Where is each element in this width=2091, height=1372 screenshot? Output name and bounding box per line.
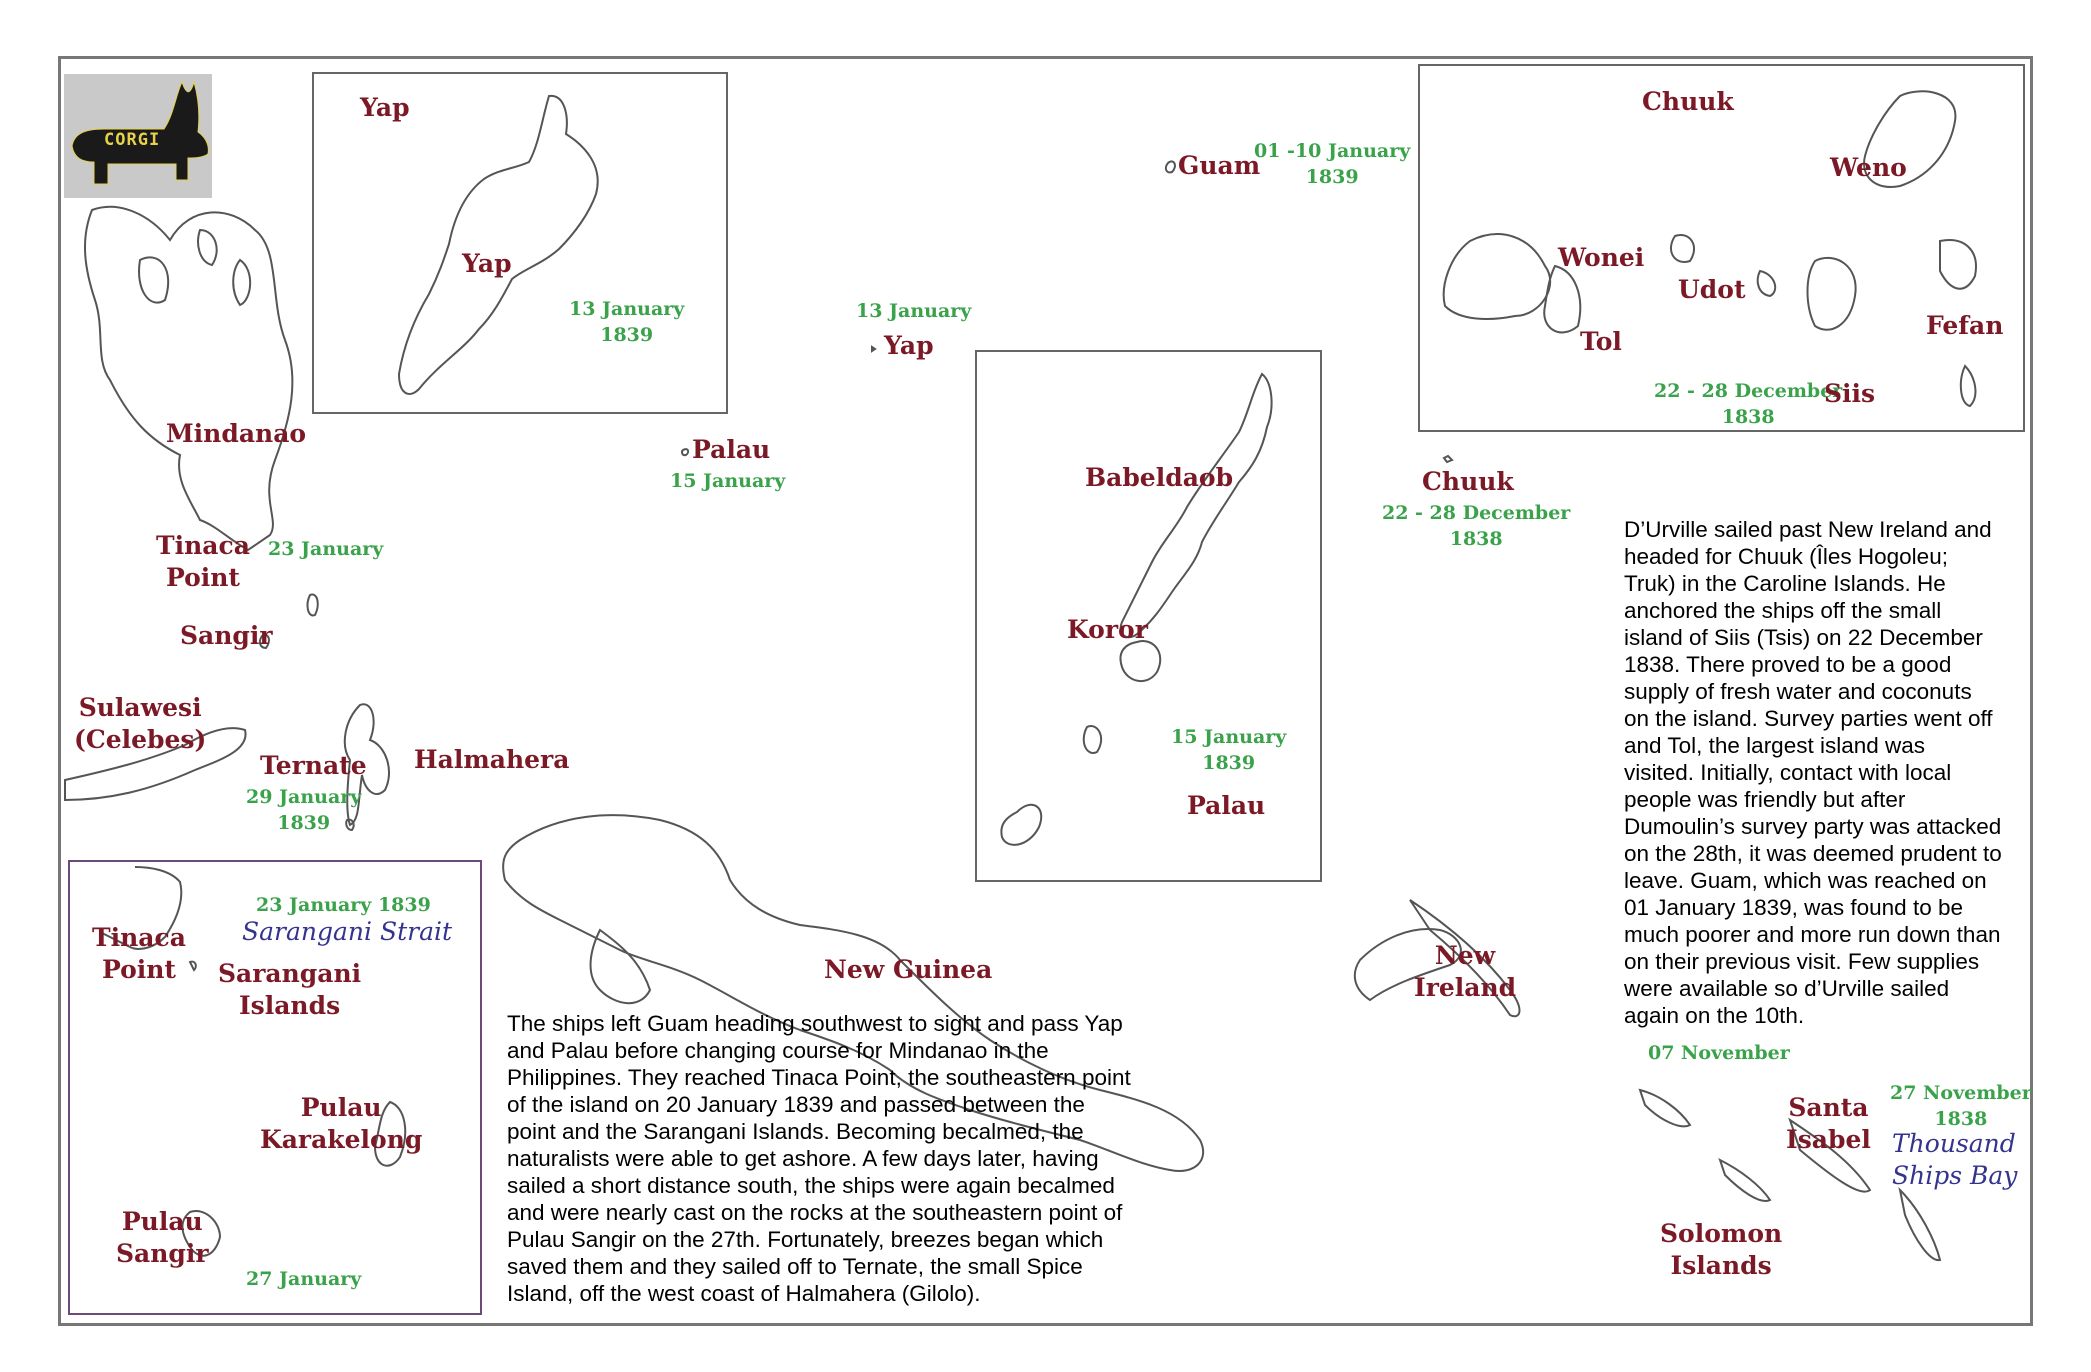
label-sangir: Sangir [180, 621, 273, 650]
chuuk-islets [1444, 456, 1452, 462]
label-mindanao: Mindanao [166, 419, 307, 448]
inset-chuuk-wonei: Wonei [1558, 243, 1645, 272]
inset-palau-babeldaob: Babeldaob [1085, 463, 1234, 492]
inset-pulau-karakelong: Pulau Karakelong [260, 1093, 423, 1154]
inset-yap-island-label: Yap [462, 249, 512, 278]
inset-sarangani-date-sangir: 27 January [246, 1268, 362, 1290]
label-chuuk: Chuuk [1422, 467, 1514, 496]
sangir-islet-2 [308, 595, 318, 616]
inset-chuuk [1418, 64, 2025, 432]
yap-island-shape [314, 74, 730, 416]
inset-sarangani-strait: Sarangani Strait [242, 917, 453, 946]
date-ternate: 29 January 1839 [246, 786, 362, 834]
yap-islet [872, 347, 875, 351]
date-tinaca: 23 January [268, 538, 384, 560]
inset-yap-title: Yap [360, 93, 410, 122]
date-guam: 01 -10 January 1839 [1254, 140, 1411, 188]
inset-sarangani-date: 23 January 1839 [256, 894, 431, 916]
label-halmahera: Halmahera [414, 745, 570, 774]
inset-chuuk-title: Chuuk [1642, 87, 1734, 116]
palau-islands-shape [977, 352, 1324, 884]
label-new-guinea: New Guinea [824, 955, 993, 984]
date-palau: 15 January [670, 470, 786, 492]
mindanao-coast [85, 207, 292, 550]
bird-head-peninsula [591, 930, 650, 1003]
label-guam: Guam [1178, 151, 1261, 180]
inset-sarangani-islands: Sarangani Islands [218, 959, 362, 1020]
label-santa-isabel: Santa Isabel [1786, 1093, 1871, 1154]
inset-palau-date: 15 January 1839 [1171, 726, 1287, 774]
label-thousand-ships-bay: Thousand Ships Bay [1892, 1129, 2018, 1190]
chuuk-narrative: D’Urville sailed past New Ireland and headed for Chuuk (Îles Hogoleu; Truk) in the Caroline Islands. He anchored the ships off the small island of Siis (Tsis) on 22 December 1838. There proved to be a good supply of fresh water and coconuts on the island. Survey parties went off and Tol, the largest island was visited. Initially, contact with local people was friendly but after Dumoulin’s survey party was attacked on the 28th, it was deemed prudent to leave. Guam, which was reached on 01 January 1839, was found to be much poorer and more run down than on their previous visit. Few supplies were available so d’Urville sailed again on the 10th. [1624, 517, 2002, 1028]
corgi-logo [64, 74, 212, 198]
label-yap: Yap [884, 331, 934, 360]
date-yap: 13 January [856, 300, 972, 322]
label-sulawesi: Sulawesi (Celebes) [74, 693, 207, 754]
guam-narrative: The ships left Guam heading southwest to sight and pass Yap and Palau before changing course for Mindanao in the Philippines. They reached Tinaca Point, the southeastern point of the island on 20 January 1839 and passed between the point and the Sarangani Islands. Becoming becalmed, the naturalists were able to get ashore. A few days later, having sailed a short distance south, the ships were again becalmed and were nearly cast on the rocks at the southeastern point of Pulau Sangir on the 27th. Fortunately, breezes began which saved them and they sailed off to Ternate, the small Spice Island, off the west coast of Halmahera (Gilolo). [507, 1011, 1131, 1306]
inset-palau-koror: Koror [1067, 615, 1148, 644]
label-solomon-islands: Solomon Islands [1660, 1219, 1783, 1280]
palau-islet [682, 449, 688, 455]
label-ternate: Ternate [260, 751, 367, 780]
inset-sarangani [68, 860, 482, 1315]
label-new-ireland: New Ireland [1414, 941, 1517, 1002]
label-palau: Palau [692, 435, 771, 464]
inset-chuuk-weno: Weno [1830, 153, 1907, 182]
inset-chuuk-udot: Udot [1678, 275, 1746, 304]
inset-chuuk-siis: Siis [1824, 379, 1876, 408]
guam-island [1166, 161, 1175, 172]
inset-yap-date: 13 January 1839 [569, 298, 685, 346]
inset-chuuk-tol: Tol [1580, 327, 1622, 356]
label-tinaca-point: Tinaca Point [156, 531, 250, 592]
inset-palau-label: Palau [1187, 791, 1266, 820]
inset-chuuk-fefan: Fefan [1926, 311, 2004, 340]
date-santa-isabel: 27 November 1838 [1890, 1082, 2032, 1130]
philippines-islands [139, 230, 250, 305]
logo-text: CORGI [104, 130, 161, 150]
inset-palau [975, 350, 1322, 882]
date-solomons-nov7: 07 November [1648, 1042, 1790, 1064]
inset-sarangani-tinaca-point: Tinaca Point [92, 923, 186, 984]
inset-chuuk-date: 22 - 28 December 1838 [1654, 380, 1843, 428]
inset-yap [312, 72, 728, 414]
date-chuuk: 22 - 28 December 1838 [1382, 502, 1571, 550]
inset-pulau-sangir: Pulau Sangir [116, 1207, 209, 1268]
